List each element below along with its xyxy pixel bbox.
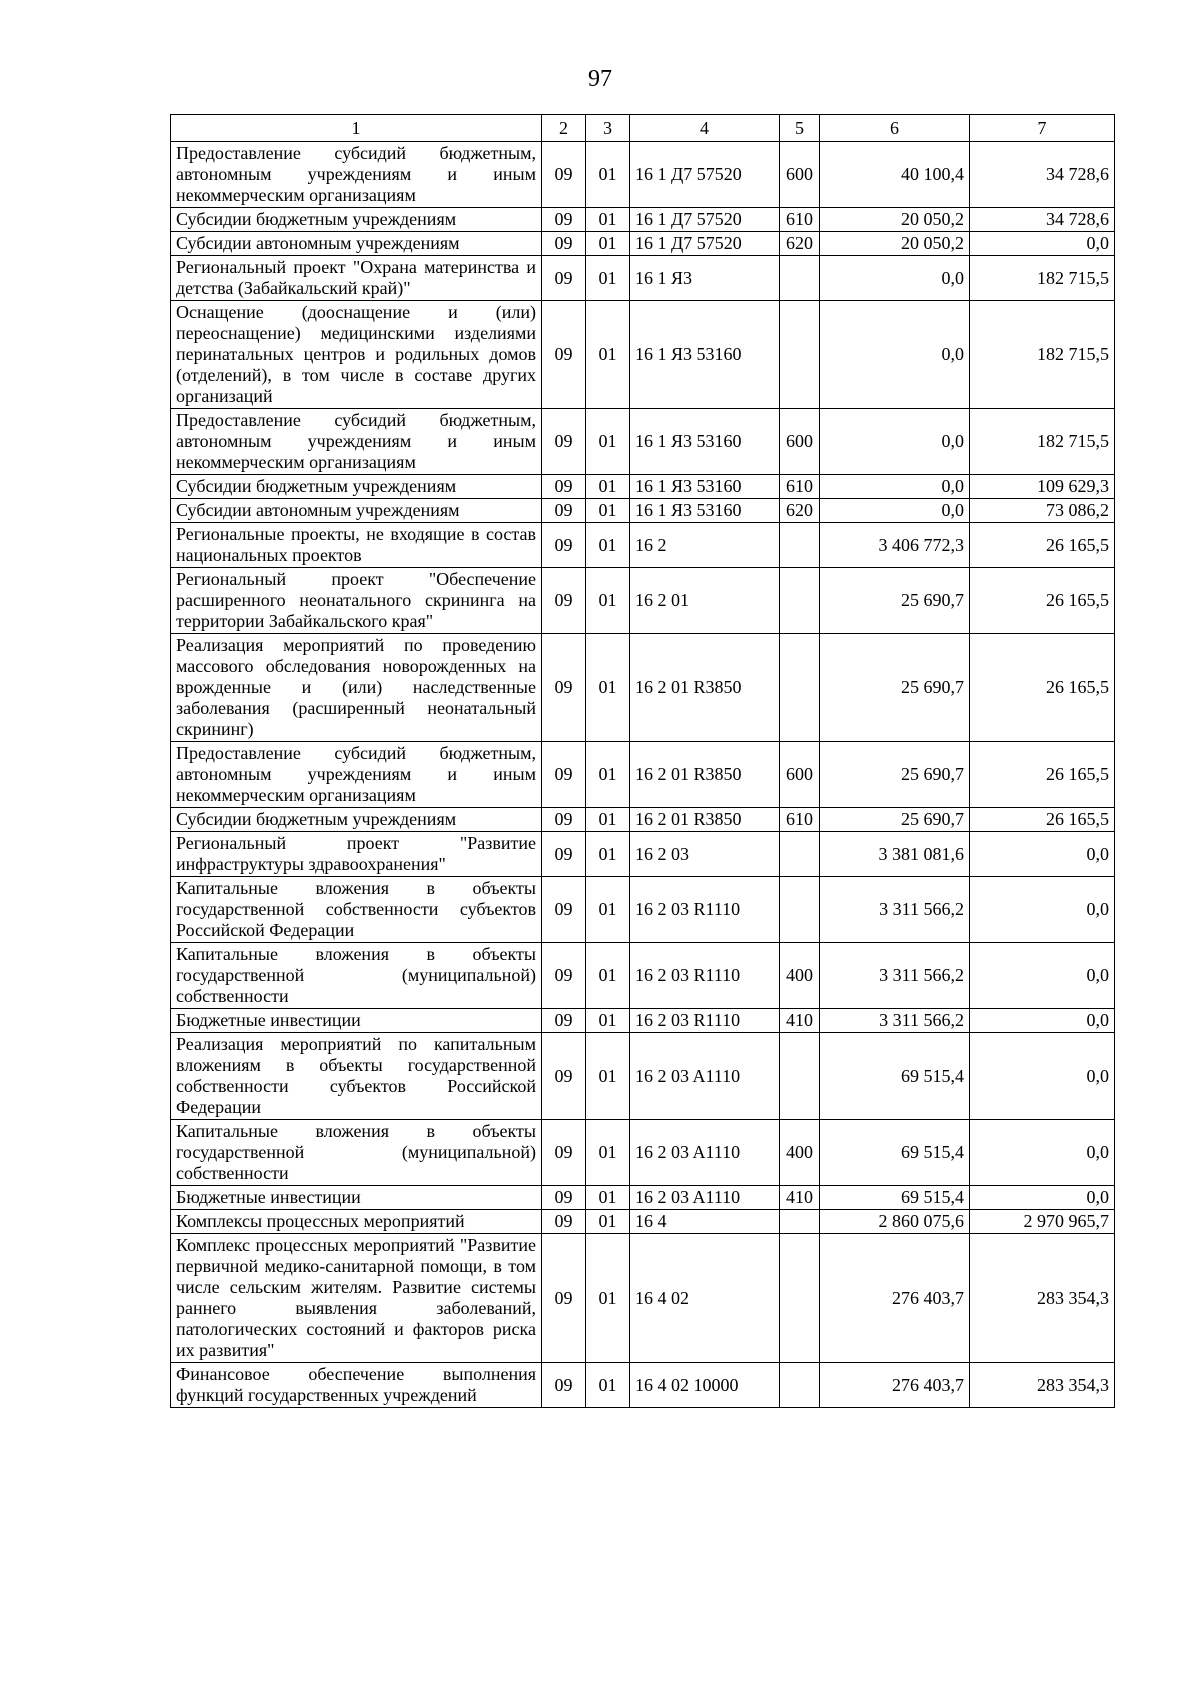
row-target-code-cell: 16 4 02 10000 [630, 1363, 780, 1408]
row-expense-type-cell: 600 [780, 742, 820, 808]
row-amount-2-cell: 2 970 965,7 [970, 1210, 1115, 1234]
header-cell: 6 [820, 115, 970, 142]
row-amount-1-cell: 3 381 081,6 [820, 832, 970, 877]
row-subsection-cell: 01 [586, 409, 630, 475]
table-row [171, 409, 1115, 475]
table-row [171, 832, 1115, 877]
row-expense-type-cell [780, 634, 820, 742]
row-subsection-cell: 01 [586, 943, 630, 1009]
table-row [171, 1234, 1115, 1363]
row-amount-1-cell: 25 690,7 [820, 634, 970, 742]
row-amount-2-cell: 26 165,5 [970, 634, 1115, 742]
row-expense-type-cell: 410 [780, 1186, 820, 1210]
table-row [171, 1120, 1115, 1186]
row-amount-2-cell: 109 629,3 [970, 475, 1115, 499]
row-amount-1-cell: 69 515,4 [820, 1120, 970, 1186]
row-section-cell: 09 [542, 877, 586, 943]
row-expense-type-cell [780, 1210, 820, 1234]
row-amount-1-cell: 20 050,2 [820, 232, 970, 256]
row-name-cell: Комплексы процессных мероприятий [171, 1210, 542, 1234]
row-amount-2-cell: 283 354,3 [970, 1234, 1115, 1363]
table-header-row [171, 115, 1115, 142]
row-amount-1-cell: 3 311 566,2 [820, 943, 970, 1009]
row-subsection-cell: 01 [586, 208, 630, 232]
row-target-code-cell: 16 2 [630, 523, 780, 568]
row-amount-1-cell: 0,0 [820, 256, 970, 301]
row-amount-1-cell: 276 403,7 [820, 1234, 970, 1363]
row-name-cell: Комплекс процессных мероприятий "Развитие первичной медико-санитарной помощи, в том числе сельским жителям. Развитие системы раннего выявления заболеваний, патологических состояний и факторов риска их развития" [171, 1234, 542, 1363]
table-row [171, 1033, 1115, 1120]
row-amount-1-cell: 40 100,4 [820, 142, 970, 208]
row-section-cell: 09 [542, 499, 586, 523]
row-name-cell: Финансовое обеспечение выполнения функций государственных учреждений [171, 1363, 542, 1408]
row-target-code-cell: 16 2 01 R3850 [630, 634, 780, 742]
row-expense-type-cell: 620 [780, 232, 820, 256]
row-amount-2-cell: 0,0 [970, 1009, 1115, 1033]
row-target-code-cell: 16 2 01 R3850 [630, 808, 780, 832]
table-row [171, 208, 1115, 232]
row-expense-type-cell: 400 [780, 1120, 820, 1186]
row-target-code-cell: 16 2 03 R1110 [630, 1009, 780, 1033]
row-name-cell: Бюджетные инвестиции [171, 1009, 542, 1033]
row-subsection-cell: 01 [586, 1210, 630, 1234]
row-name-cell: Субсидии автономным учреждениям [171, 499, 542, 523]
row-target-code-cell: 16 2 01 R3850 [630, 742, 780, 808]
row-amount-1-cell: 69 515,4 [820, 1186, 970, 1210]
row-amount-2-cell: 26 165,5 [970, 523, 1115, 568]
row-target-code-cell: 16 2 03 R1110 [630, 943, 780, 1009]
row-section-cell: 09 [542, 256, 586, 301]
row-name-cell: Реализация мероприятий по проведению массового обследования новорожденных на врожденные и (или) наследственные заболевания (расширенный неонатальный скрининг) [171, 634, 542, 742]
header-cell: 1 [171, 115, 542, 142]
row-amount-1-cell: 0,0 [820, 499, 970, 523]
table-row [171, 142, 1115, 208]
row-target-code-cell: 16 2 03 [630, 832, 780, 877]
row-section-cell: 09 [542, 808, 586, 832]
row-section-cell: 09 [542, 232, 586, 256]
row-name-cell: Субсидии бюджетным учреждениям [171, 475, 542, 499]
row-target-code-cell: 16 4 [630, 1210, 780, 1234]
row-section-cell: 09 [542, 1120, 586, 1186]
row-amount-2-cell: 26 165,5 [970, 808, 1115, 832]
table-row [171, 634, 1115, 742]
row-subsection-cell: 01 [586, 232, 630, 256]
row-amount-2-cell: 0,0 [970, 943, 1115, 1009]
row-name-cell: Субсидии бюджетным учреждениям [171, 208, 542, 232]
row-amount-1-cell: 3 311 566,2 [820, 877, 970, 943]
row-section-cell: 09 [542, 832, 586, 877]
row-amount-2-cell: 182 715,5 [970, 409, 1115, 475]
row-subsection-cell: 01 [586, 808, 630, 832]
row-section-cell: 09 [542, 1186, 586, 1210]
row-amount-2-cell: 73 086,2 [970, 499, 1115, 523]
table-row [171, 1186, 1115, 1210]
row-expense-type-cell [780, 1033, 820, 1120]
row-section-cell: 09 [542, 1033, 586, 1120]
row-expense-type-cell [780, 832, 820, 877]
row-amount-1-cell: 0,0 [820, 301, 970, 409]
row-target-code-cell: 16 2 03 A1110 [630, 1120, 780, 1186]
row-target-code-cell: 16 2 03 A1110 [630, 1033, 780, 1120]
row-section-cell: 09 [542, 943, 586, 1009]
row-target-code-cell: 16 1 Я3 53160 [630, 301, 780, 409]
header-cell: 3 [586, 115, 630, 142]
row-expense-type-cell: 610 [780, 808, 820, 832]
row-target-code-cell: 16 2 03 A1110 [630, 1186, 780, 1210]
row-amount-1-cell: 276 403,7 [820, 1363, 970, 1408]
row-expense-type-cell [780, 301, 820, 409]
row-subsection-cell: 01 [586, 142, 630, 208]
row-amount-2-cell: 0,0 [970, 232, 1115, 256]
row-expense-type-cell: 410 [780, 1009, 820, 1033]
row-expense-type-cell: 600 [780, 409, 820, 475]
table-row [171, 808, 1115, 832]
table-row [171, 475, 1115, 499]
row-amount-2-cell: 26 165,5 [970, 742, 1115, 808]
row-section-cell: 09 [542, 634, 586, 742]
row-expense-type-cell [780, 523, 820, 568]
row-expense-type-cell [780, 877, 820, 943]
row-amount-1-cell: 0,0 [820, 475, 970, 499]
row-target-code-cell: 16 1 Я3 53160 [630, 409, 780, 475]
row-section-cell: 09 [542, 142, 586, 208]
row-expense-type-cell [780, 1234, 820, 1363]
row-section-cell: 09 [542, 208, 586, 232]
row-expense-type-cell: 600 [780, 142, 820, 208]
row-name-cell: Бюджетные инвестиции [171, 1186, 542, 1210]
row-name-cell: Предоставление субсидий бюджетным, автономным учреждениям и иным некоммерческим организациям [171, 409, 542, 475]
row-expense-type-cell: 400 [780, 943, 820, 1009]
row-amount-2-cell: 0,0 [970, 877, 1115, 943]
row-expense-type-cell: 610 [780, 475, 820, 499]
row-amount-2-cell: 0,0 [970, 832, 1115, 877]
row-section-cell: 09 [542, 1210, 586, 1234]
row-name-cell: Предоставление субсидий бюджетным, автономным учреждениям и иным некоммерческим организациям [171, 142, 542, 208]
row-expense-type-cell: 610 [780, 208, 820, 232]
row-name-cell: Региональный проект "Обеспечение расширенного неонатального скрининга на территории Забайкальского края" [171, 568, 542, 634]
page-number: 97 [588, 66, 612, 92]
row-target-code-cell: 16 1 Я3 [630, 256, 780, 301]
row-target-code-cell: 16 1 Д7 57520 [630, 208, 780, 232]
row-subsection-cell: 01 [586, 742, 630, 808]
row-name-cell: Оснащение (дооснащение и (или) переоснащение) медицинскими изделиями перинатальных центров и родильных домов (отделений), в том числе в составе других организаций [171, 301, 542, 409]
row-amount-2-cell: 0,0 [970, 1186, 1115, 1210]
row-amount-2-cell: 34 728,6 [970, 142, 1115, 208]
row-name-cell: Региональный проект "Охрана материнства и детства (Забайкальский край)" [171, 256, 542, 301]
row-subsection-cell: 01 [586, 499, 630, 523]
row-amount-2-cell: 0,0 [970, 1120, 1115, 1186]
table-row [171, 1009, 1115, 1033]
row-amount-1-cell: 25 690,7 [820, 568, 970, 634]
row-amount-2-cell: 34 728,6 [970, 208, 1115, 232]
row-subsection-cell: 01 [586, 256, 630, 301]
row-amount-1-cell: 20 050,2 [820, 208, 970, 232]
budget-table [170, 114, 1115, 1408]
row-section-cell: 09 [542, 523, 586, 568]
row-name-cell: Региональные проекты, не входящие в состав национальных проектов [171, 523, 542, 568]
row-target-code-cell: 16 1 Я3 53160 [630, 475, 780, 499]
row-amount-2-cell: 182 715,5 [970, 256, 1115, 301]
row-amount-1-cell: 3 311 566,2 [820, 1009, 970, 1033]
row-target-code-cell: 16 1 Я3 53160 [630, 499, 780, 523]
row-amount-2-cell: 26 165,5 [970, 568, 1115, 634]
row-amount-1-cell: 3 406 772,3 [820, 523, 970, 568]
row-amount-2-cell: 283 354,3 [970, 1363, 1115, 1408]
table-row [171, 742, 1115, 808]
row-subsection-cell: 01 [586, 877, 630, 943]
row-name-cell: Капитальные вложения в объекты государственной собственности субъектов Российской Федерации [171, 877, 542, 943]
table-row [171, 499, 1115, 523]
table-row [171, 943, 1115, 1009]
row-section-cell: 09 [542, 301, 586, 409]
row-name-cell: Предоставление субсидий бюджетным, автономным учреждениям и иным некоммерческим организациям [171, 742, 542, 808]
row-target-code-cell: 16 2 01 [630, 568, 780, 634]
header-cell: 5 [780, 115, 820, 142]
row-subsection-cell: 01 [586, 832, 630, 877]
row-expense-type-cell: 620 [780, 499, 820, 523]
row-section-cell: 09 [542, 1009, 586, 1033]
row-name-cell: Капитальные вложения в объекты государственной (муниципальной) собственности [171, 1120, 542, 1186]
table-row [171, 256, 1115, 301]
header-cell: 4 [630, 115, 780, 142]
row-section-cell: 09 [542, 1363, 586, 1408]
table-body [171, 115, 1115, 1408]
row-subsection-cell: 01 [586, 1186, 630, 1210]
row-subsection-cell: 01 [586, 1009, 630, 1033]
row-section-cell: 09 [542, 742, 586, 808]
table-row [171, 568, 1115, 634]
row-target-code-cell: 16 1 Д7 57520 [630, 142, 780, 208]
row-subsection-cell: 01 [586, 1363, 630, 1408]
row-subsection-cell: 01 [586, 523, 630, 568]
row-subsection-cell: 01 [586, 634, 630, 742]
row-amount-2-cell: 182 715,5 [970, 301, 1115, 409]
row-expense-type-cell [780, 568, 820, 634]
header-cell: 7 [970, 115, 1115, 142]
row-name-cell: Реализация мероприятий по капитальным вложениям в объекты государственной собственности субъектов Российской Федерации [171, 1033, 542, 1120]
row-target-code-cell: 16 1 Д7 57520 [630, 232, 780, 256]
row-name-cell: Региональный проект "Развитие инфраструктуры здравоохранения" [171, 832, 542, 877]
row-subsection-cell: 01 [586, 1033, 630, 1120]
table-row [171, 523, 1115, 568]
table-row [171, 232, 1115, 256]
row-subsection-cell: 01 [586, 568, 630, 634]
row-amount-1-cell: 25 690,7 [820, 742, 970, 808]
row-target-code-cell: 16 4 02 [630, 1234, 780, 1363]
table-row [171, 301, 1115, 409]
row-section-cell: 09 [542, 475, 586, 499]
row-expense-type-cell [780, 1363, 820, 1408]
row-amount-1-cell: 0,0 [820, 409, 970, 475]
table-row [171, 1363, 1115, 1408]
row-section-cell: 09 [542, 1234, 586, 1363]
row-target-code-cell: 16 2 03 R1110 [630, 877, 780, 943]
row-name-cell: Капитальные вложения в объекты государственной (муниципальной) собственности [171, 943, 542, 1009]
row-name-cell: Субсидии автономным учреждениям [171, 232, 542, 256]
row-section-cell: 09 [542, 409, 586, 475]
row-amount-2-cell: 0,0 [970, 1033, 1115, 1120]
row-subsection-cell: 01 [586, 1120, 630, 1186]
row-name-cell: Субсидии бюджетным учреждениям [171, 808, 542, 832]
row-section-cell: 09 [542, 568, 586, 634]
row-subsection-cell: 01 [586, 1234, 630, 1363]
table-row [171, 1210, 1115, 1234]
row-amount-1-cell: 69 515,4 [820, 1033, 970, 1120]
row-subsection-cell: 01 [586, 301, 630, 409]
row-subsection-cell: 01 [586, 475, 630, 499]
row-amount-1-cell: 25 690,7 [820, 808, 970, 832]
header-cell: 2 [542, 115, 586, 142]
row-amount-1-cell: 2 860 075,6 [820, 1210, 970, 1234]
row-expense-type-cell [780, 256, 820, 301]
table-row [171, 877, 1115, 943]
